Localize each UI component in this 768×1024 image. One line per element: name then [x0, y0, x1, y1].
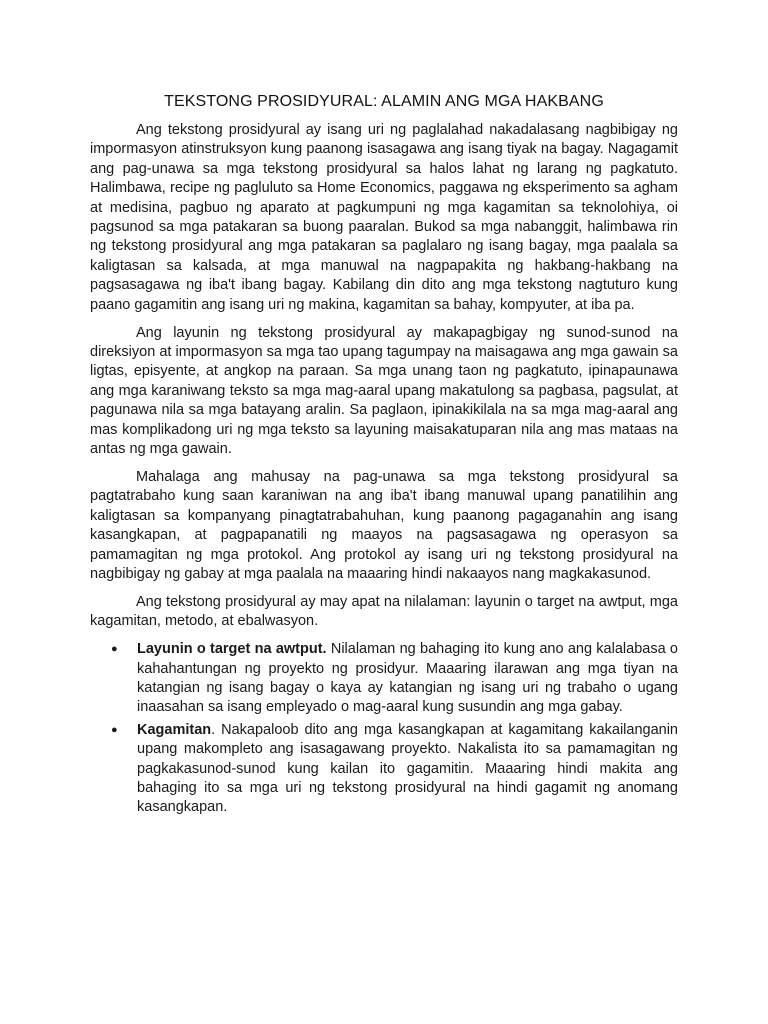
- paragraph-importance: Mahalaga ang mahusay na pag-unawa sa mga tekstong prosidyural sa pagtatrabaho kung saan karaniwan na ang iba't ibang manuwal upang panatilihin ang kaligtasan sa kompanyang pinagtatrabahuhan, kung paanong pagaganahin ang isang kasangkapan, at pagpapanatili ng maayos na pagsasagawa ng operasyon sa pamamagitan ng mga protokol. Ang protokol ay isang uri ng tekstong prosidyural na nagbibigay ng gabay at mga paalala na maaaring hindi nakaayos nang magkakasunod.: [90, 468, 678, 582]
- contents-list: [90, 640, 678, 818]
- bullet-icon: ●: [111, 643, 118, 656]
- list-item-text: . Nakapaloob dito ang mga kasangkapan at kagamitang kakailanganin upang makompleto ang isasagawang proyekto. Nakalista ito sa pamamagitan ng pagkakasunod-sunod kung kailan ito gagamitin. Maaaring hindi makita ang bahaging ito sa mga uri ng tekstong prosidyural na hindi gagamit ng anomang kasangkapan.: [137, 721, 678, 816]
- document-title: TEKSTONG PROSIDYURAL: ALAMIN ANG MGA HAKBANG: [164, 93, 604, 110]
- paragraph-contents: Ang tekstong prosidyural ay may apat na nilalaman: layunin o target na awtput, mga kagamitan, metodo, at ebalwasyon.: [90, 593, 678, 630]
- list-item-term: Kagamitan: [137, 721, 212, 738]
- list-item-kagamitan: [90, 721, 678, 818]
- list-item-text: Nilalaman ng bahaging ito kung ano ang kalalabasa o kahahantungan ng proyekto ng prosidyur. Maaaring ilarawan ang mga tiyan na katangian ng isang bagay o kaya ay katangian ng isang uri ng trabaho o ugang inaasahan sa isang empleyado o mag-aaral kung susundin ang mga gabay.: [137, 641, 678, 716]
- paragraph-intro: Ang tekstong prosidyural ay isang uri ng paglalahad nakadalasang nagbibigay ng impormasyon atinstruksyon kung paanong isasagawa ang isang tiyak na bagay. Nagagamit ang pag-unawa sa mga tekstong prosidyural sa halos lahat ng larang ng pagkatuto. Halimbawa, recipe ng pagluluto sa Home Economics, paggawa ng eksperimento sa agham at medisina, pagbuo ng aparato at pagkumpuni ng mga kagamitan sa teknolohiya, oi pagsunod sa mga patakaran sa buong paaralan. Bukod sa mga nabanggit, halimbawa rin ng tekstong prosidyural ang mga patakaran sa paglalaro ng isang bagay, mga paalala sa kaligtasan sa kalsada, at mga manuwal na nagpapakita ng hakbang-hakbang na pagsasagawa ng iba't ibang bagay. Kabilang din dito ang mga tekstong nagtuturo kung paano gagamitin ang isang uri ng makina, kagamitan sa bahay, kompyuter, at iba pa.: [90, 122, 678, 313]
- list-item-term: Layunin o target na awtput.: [137, 641, 327, 658]
- paragraph-purpose: Ang layunin ng tekstong prosidyural ay makapagbigay ng sunod-sunod na direksiyon at impormasyon sa mga tao upang tagumpay na maisagawa ang mga gawain sa ligtas, episyente, at angkop na paraan. Sa mga unang taon ng pagkatuto, ipinapaunawa ang mga karaniwang teksto sa mga mag-aaral upang makatulong sa pagbasa, pagsulat, at pagunawa nila sa mga batayang aralin. Sa paglaon, ipinakikilala na sa mga mag-aaral ang mas komplikadong uri ng mga teksto sa layuning maisakatuparan nila ang mas mataas na antas ng mga gawain.: [90, 324, 678, 457]
- document-page: [90, 89, 678, 821]
- bullet-icon: ●: [111, 723, 118, 736]
- list-item-layunin: [90, 640, 678, 718]
